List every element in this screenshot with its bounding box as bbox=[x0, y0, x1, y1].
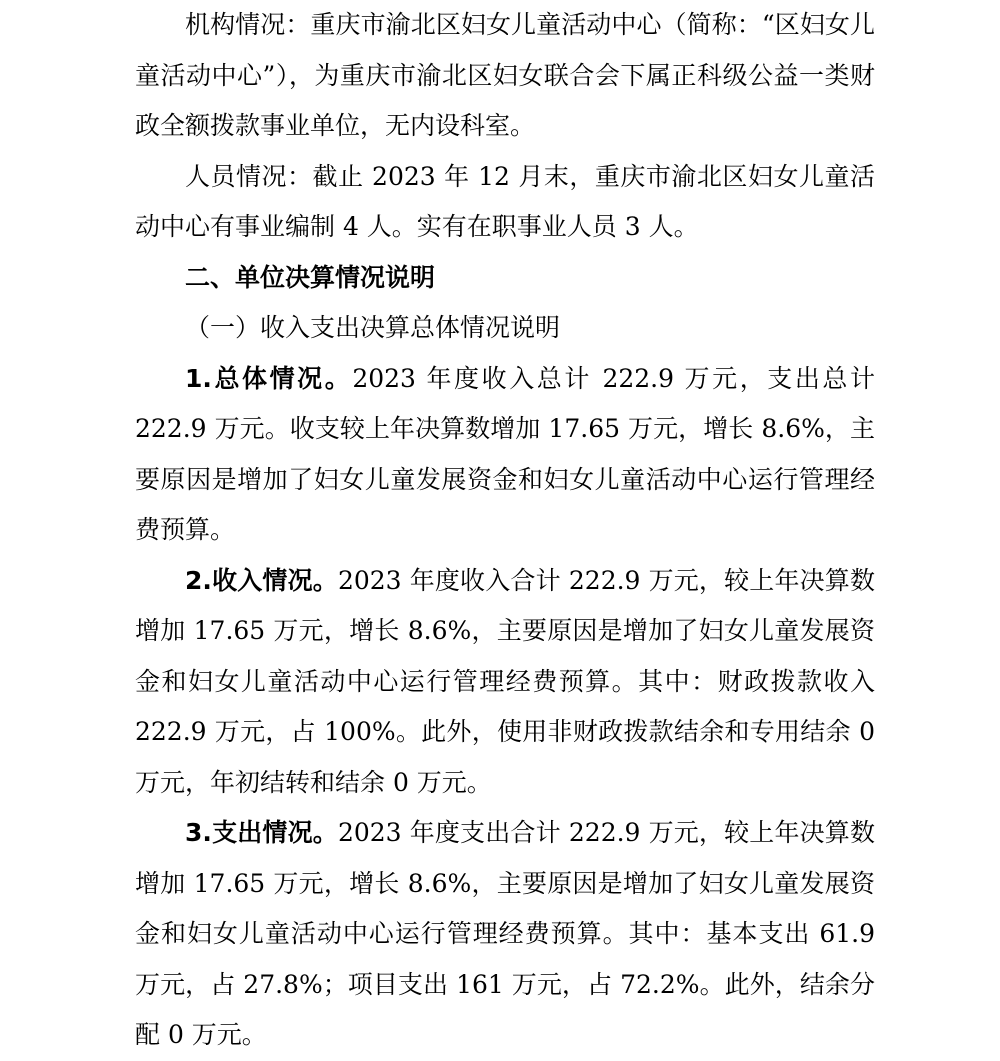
overall-text: 2023 年度收入总计 222.9 万元，支出总计 222.9 万元。收支较上年决算数增加 17.65 万元，增长 8.6%，主要原因是增加了妇女儿童发展资金和妇女儿童活动中心运行管理经费预算。 bbox=[135, 363, 875, 544]
subsection-heading: （一）收入支出决算总体情况说明 bbox=[185, 313, 561, 342]
income-text: 2023 年度收入合计 222.9 万元，较上年决算数增加 17.65 万元，增长 8.6%，主要原因是增加了妇女儿童发展资金和妇女儿童活动中心运行管理经费预算。其中：财政拨款收入 222.9 万元，占 100%。此外，使用非财政拨款结余和专用结余 0 万元，年初结转和结余 0 万元。 bbox=[135, 565, 875, 797]
section-heading: 二、单位决算情况说明 bbox=[185, 262, 436, 292]
income-lead: 2.收入情况。 bbox=[185, 565, 338, 595]
document-page bbox=[135, 0, 875, 1061]
overall-lead: 1.总体情况。 bbox=[185, 363, 353, 393]
staff-paragraph: 人员情况：截止 2023 年 12 月末，重庆市渝北区妇女儿童活动中心有事业编制 4 人。实有在职事业人员 3 人。 bbox=[135, 161, 875, 241]
expense-lead: 3.支出情况。 bbox=[185, 818, 338, 847]
org-paragraph: 机构情况：重庆市渝北区妇女儿童活动中心（简称：“区妇女儿童活动中心”），为重庆市渝北区妇女联合会下属正科级公益一类财政全额拨款事业单位，无内设科室。 bbox=[135, 10, 875, 140]
income-paragraph bbox=[135, 556, 875, 809]
expense-paragraph bbox=[135, 808, 875, 1061]
expense-text: 2023 年度支出合计 222.9 万元，较上年决算数增加 17.65 万元，增长 8.6%，主要原因是增加了妇女儿童发展资金和妇女儿童活动中心运行管理经费预算。其中：基本支出 61.9 万元，占 27.8%；项目支出 161 万元，占 72.2%。此外，结余分配 0 万元。 bbox=[135, 818, 875, 1049]
overall-paragraph bbox=[135, 354, 875, 556]
